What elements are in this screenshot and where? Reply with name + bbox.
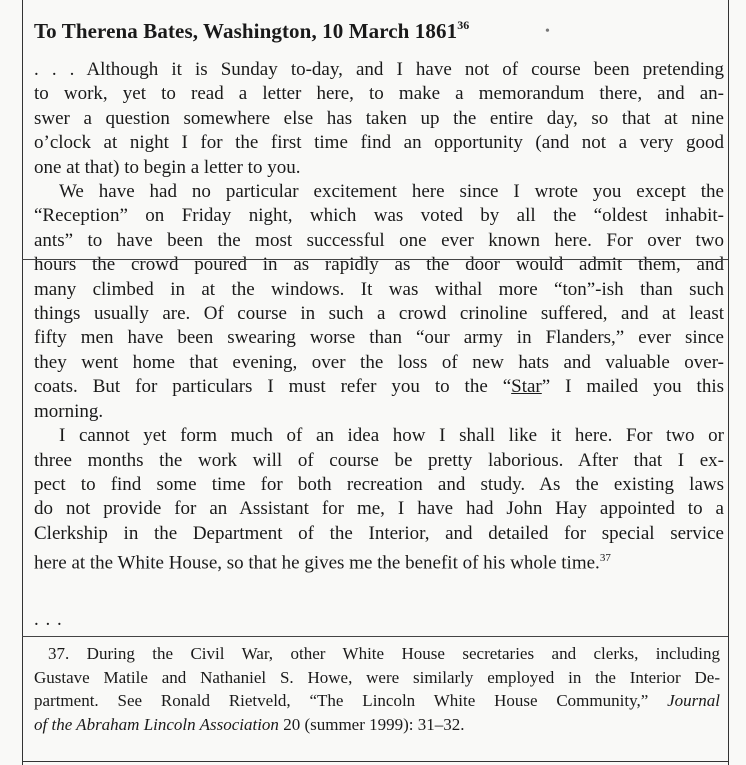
left-border <box>22 0 23 765</box>
paragraph-line: fifty men have been swearing worse than “our army in Flanders,” ever since <box>34 327 724 349</box>
paragraph-line: things usually are. Of course in such a crowd crinoline suffered, and at least <box>34 303 724 325</box>
paragraph-line: We have had no particular excitement here since I wrote you except the <box>59 181 724 203</box>
paragraph-line-with-underline <box>34 375 724 399</box>
paragraph-line: Clerkship in the Department of the Interior, and detailed for special service <box>34 522 724 544</box>
paste-seam-rule <box>22 259 728 260</box>
paragraph-line <box>34 546 724 576</box>
paragraph-line: hours the crowd poured in as rapidly as the door would admit them, and <box>34 254 724 276</box>
footnote-rule <box>22 636 728 637</box>
paragraph-line: pect to find some time for both recreation and study. As the existing laws <box>34 473 724 495</box>
underlined-star: Star <box>511 376 542 398</box>
paragraph-line: do not provide for an Assistant for me, I have had John Hay appointed to a <box>34 498 724 520</box>
footnote-text: partment. See Ronald Rietveld, “The Lincoln White House Community,” <box>34 691 668 710</box>
footnote-line: 37. During the Civil War, other White House secretaries and clerks, including <box>48 644 720 663</box>
footnote-line <box>34 689 720 713</box>
journal-title: Journal <box>667 691 720 710</box>
journal-title-cont: of the Abraham Lincoln Association <box>34 714 279 734</box>
ellipsis: . . . <box>34 609 63 630</box>
footnote-line <box>34 713 720 737</box>
paragraph-line: morning. <box>34 400 104 422</box>
line-segment: ” I mailed you this <box>541 376 724 398</box>
line-text: here at the White House, so that he gives me the benefit of his whole time. <box>34 552 600 574</box>
paragraph-line: I cannot yet form much of an idea how I shall like it here. For two or <box>59 425 724 447</box>
line-segment: coats. But for particulars I must refer you to the “ <box>34 376 512 398</box>
bottom-border <box>22 761 728 762</box>
paragraph-line: to work, yet to read a letter here, to make a memorandum there, and an- <box>34 83 724 105</box>
paragraph-line: they went home that evening, over the loss of new hats and valuable over- <box>34 351 724 373</box>
footnote-37 <box>34 642 720 736</box>
paragraph-line: swer a question somewhere else has taken up the entire day, so that at nine <box>34 107 724 129</box>
letter-body <box>34 58 724 576</box>
citation-tail: 20 (summer 1999): 31–32. <box>278 714 465 734</box>
paragraph-line: one at that) to begin a letter to you. <box>34 156 301 178</box>
footnote-ref-37: 37 <box>599 552 611 565</box>
paragraph-line: many climbed in at the windows. It was withal more “ton”-ish than such <box>34 278 724 300</box>
paragraph-line: “Reception” on Friday night, which was voted by all the “oldest inhabit- <box>34 205 724 227</box>
speck-mark: • <box>545 24 550 39</box>
paragraph-line: . . . Although it is Sunday to-day, and I have not of course been pretending <box>34 59 724 80</box>
right-border <box>728 0 729 765</box>
footnote-line: Gustave Matile and Nathaniel S. Howe, were similarly employed in the Interior De- <box>34 667 720 687</box>
paragraph-line: o’clock at night I for the first time find an opportunity (and not a very good <box>34 132 724 154</box>
heading-title: To Therena Bates, Washington, 10 March 1861 <box>34 19 458 43</box>
paragraph-line: three months the work will of course be pretty laborious. After that I ex- <box>34 449 724 471</box>
letter-heading <box>34 18 469 44</box>
paragraph-line: ants” to have been the most successful one ever known here. For over two <box>34 229 724 251</box>
footnote-ref-36: 36 <box>457 18 470 32</box>
